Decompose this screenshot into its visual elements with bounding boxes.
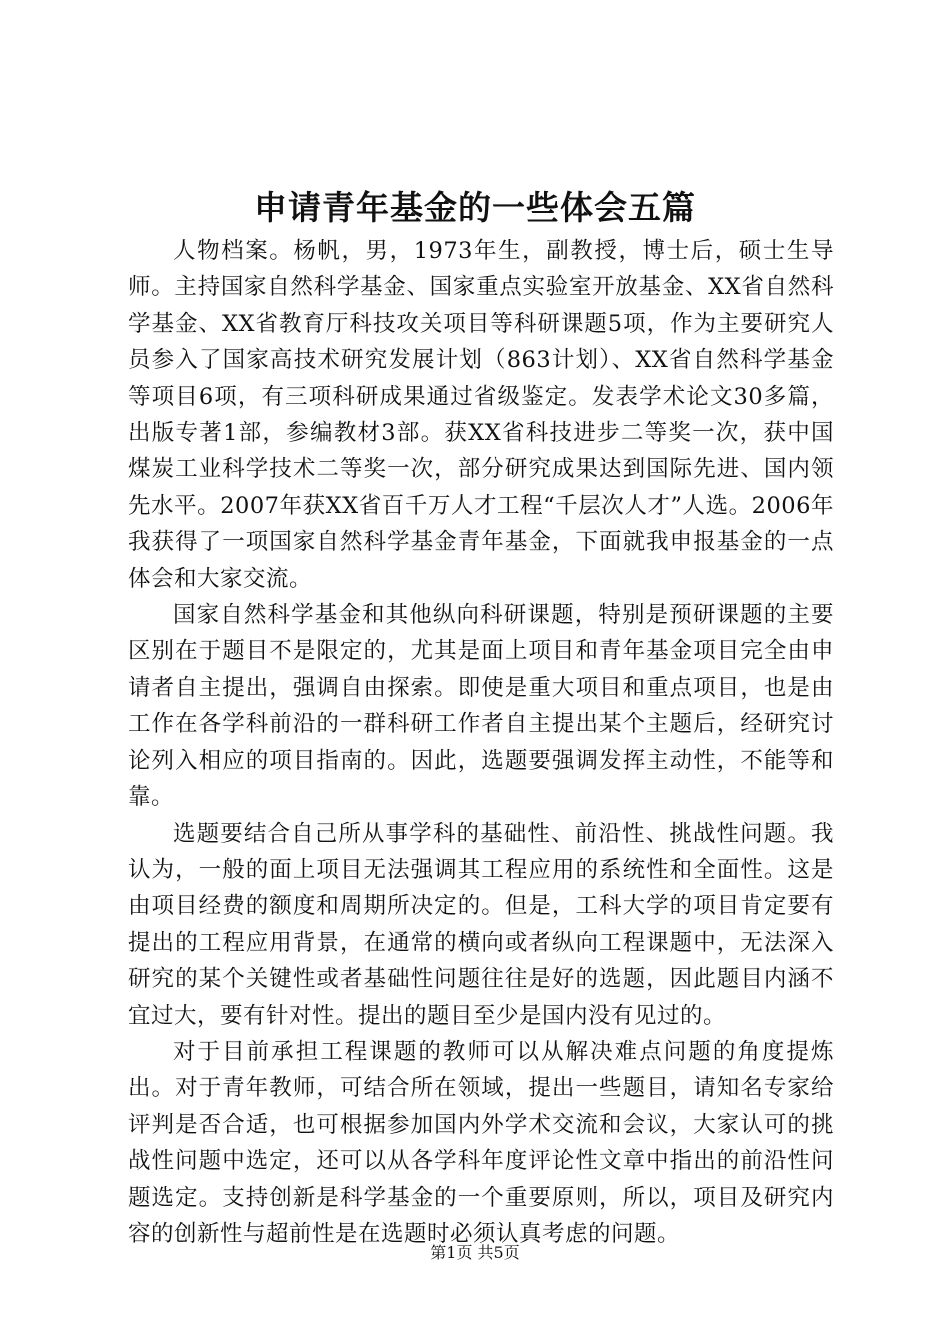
document-body <box>128 233 834 1252</box>
document-title: 申请青年基金的一些体会五篇 <box>254 188 696 227</box>
page-number-footer: 第1页 共5页 <box>430 1243 520 1262</box>
paragraph-topic-selection: 国家自然科学基金和其他纵向科研课题，特别是预研课题的主要区别在于题目不是限定的，尤其是面上项目和青年基金项目完全由申请者自主提出，强调自由探索。即使是重大项目和重点项目，也是由工作在各学科前沿的一群科研工作者自主提出某个主题后，经研究讨论列入相应的项目指南的。因此，选题要强调发挥主动性，不能等和靠。 <box>128 602 834 811</box>
paragraph-discipline-focus: 选题要结合自己所从事学科的基础性、前沿性、挑战性问题。我认为，一般的面上项目无法强调其工程应用的系统性和全面性。这是由项目经费的额度和周期所决定的。但是，工科大学的项目肯定要有提出的工程应用背景，在通常的横向或者纵向工程课题中，无法深入研究的某个关键性或者基础性问题往往是好的选题，因此题目内涵不宜过大，要有针对性。提出的题目至少是国内没有见过的。 <box>128 820 834 1029</box>
paragraph-profile: 人物档案。杨帆，男，1973年生，副教授，博士后，硕士生导师。主持国家自然科学基金、国家重点实验室开放基金、XX省自然科学基金、XX省教育厅科技攻关项目等科研课题5项，作为主要研究人员参入了国家高技术研究发展计划（863计划）、XX省自然科学基金等项目6项，有三项科研成果通过省级鉴定。发表学术论文30多篇，出版专著1部，参编教材3部。获XX省科技进步二等奖一次，获中国煤炭工业科学技术二等奖一次，部分研究成果达到国际先进、国内领先水平。2007年获XX省百千万人才工程“千层次人才”人选。2006年我获得了一项国家自然科学基金青年基金，下面就我申报基金的一点体会和大家交流。 <box>128 238 834 592</box>
paragraph-innovation: 对于目前承担工程课题的教师可以从解决难点问题的角度提炼出。对于青年教师，可结合所在领域，提出一些题目，请知名专家给评判是否合适，也可根据参加国内外学术交流和会议，大家认可的挑战性问题中选定，还可以从各学科年度评论性文章中指出的前沿性问题选定。支持创新是科学基金的一个重要原则，所以，项目及研究内容的创新性与超前性是在选题时必须认真考虑的问题。 <box>128 1038 834 1247</box>
